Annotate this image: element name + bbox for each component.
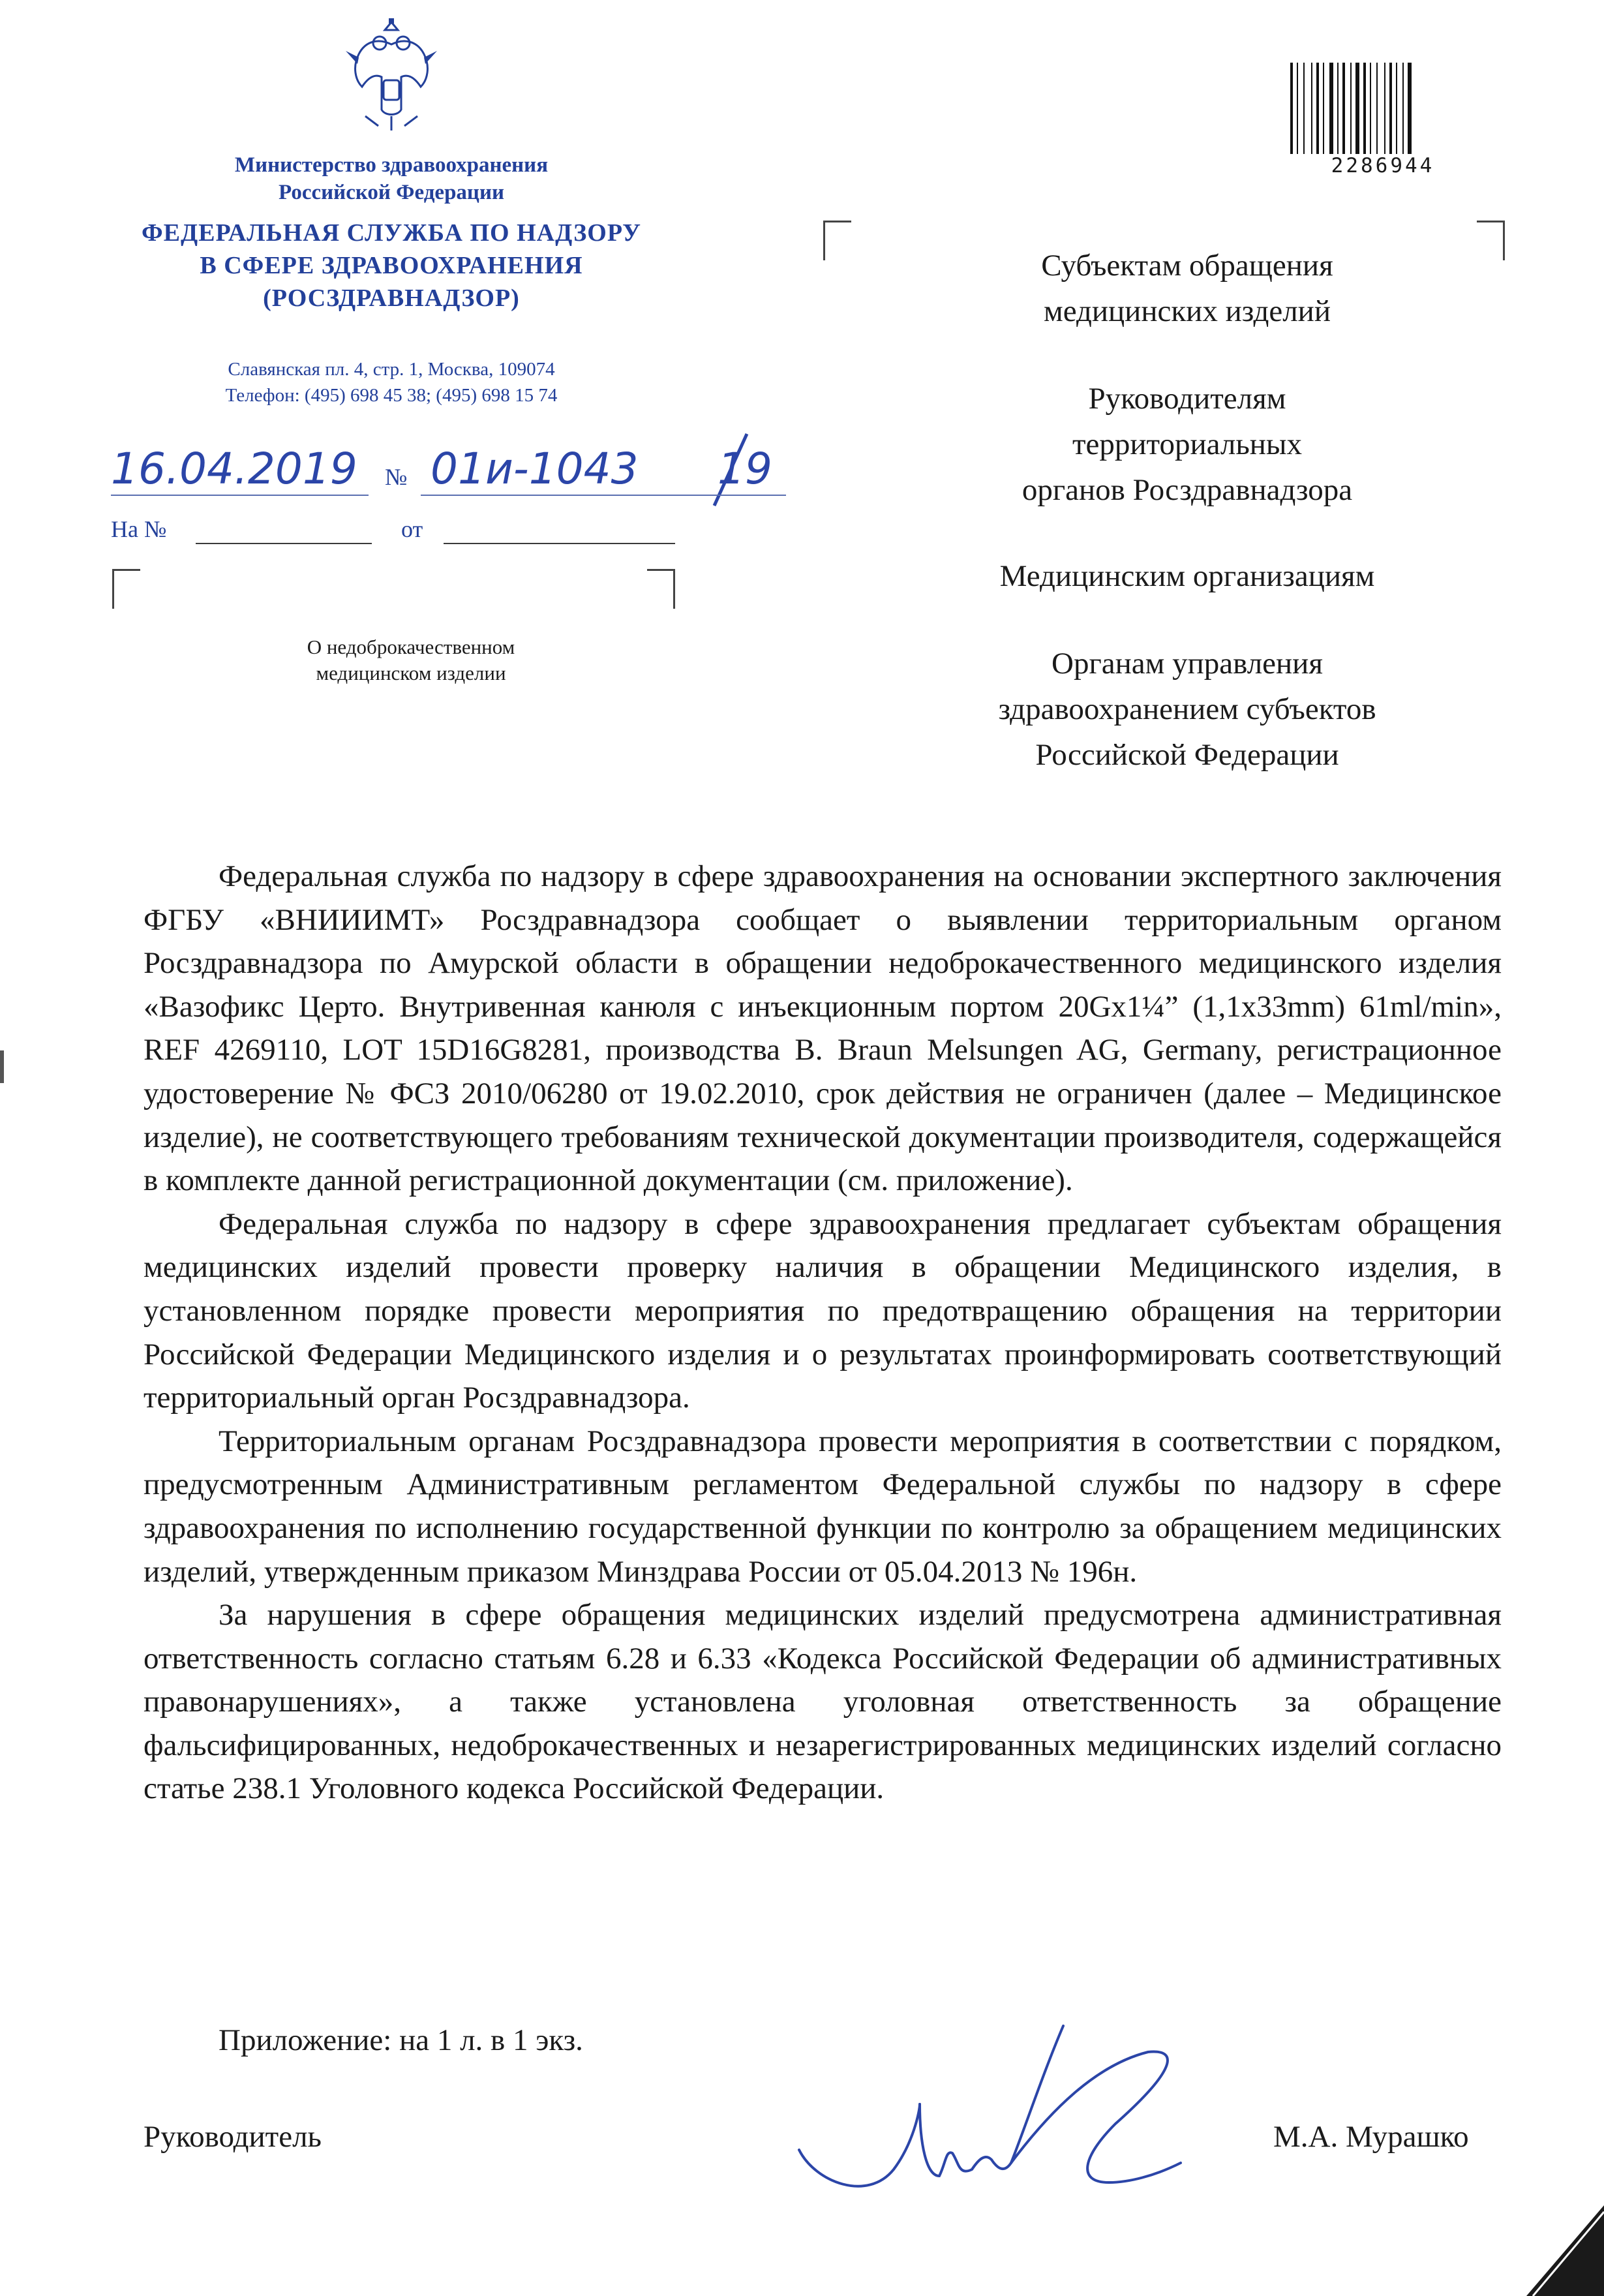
addressee-block: Органам управления здравоохранением субъектов Российской Федерации — [998, 647, 1376, 772]
corner-mark — [823, 221, 851, 260]
signatory-title: Руководитель — [144, 2120, 322, 2154]
barcode-bar — [1376, 63, 1378, 154]
barcode-bar — [1342, 63, 1345, 154]
handwritten-number: 01и-1043 — [431, 444, 639, 494]
barcode-bar — [1355, 63, 1359, 154]
folded-page-corner — [1526, 2205, 1604, 2296]
barcode-bar — [1329, 63, 1333, 154]
barcode-bar — [1408, 63, 1412, 154]
date-underline — [111, 495, 369, 496]
barcode — [1286, 63, 1482, 154]
sender-address: Славянская пл. 4, стр. 1, Москва, 109074 Телефон: (495) 698 45 38; (495) 698 15 74 — [225, 359, 558, 406]
barcode-bar — [1297, 63, 1298, 154]
service-name: ФЕДЕРАЛЬНАЯ СЛУЖБА ПО НАДЗОРУ В СФЕРЕ ЗДРАВООХРАНЕНИЯ (РОСЗДРАВНАДЗОР) — [142, 219, 641, 312]
reference-date-label: от — [401, 516, 423, 542]
barcode-bar — [1370, 63, 1371, 154]
number-underline — [421, 495, 786, 496]
paragraph: Федеральная служба по надзору в сфере здравоохранения на основании экспертного заключения ФГБУ «ВНИИИМТ» Росздравнадзора сообщает о выявлении территориальным органом Росздравнадзора по Амурской области в обращении недоброкачественного медицинского изделия «Вазофикс Церто. Внутривенная канюля с инъекционным портом 20Gx1¼” (1,1x33mm) 61ml/min», REF 4269110, LOT 15D16G8281, производства B. Braun Melsungen AG, Germany, регистрационное удостоверение № ФСЗ 2010/06280 от 19.02.2010, срок действия не ограничен (далее – Медицинское изделие), не соответствующего требованиям технической документации производителя, содержащейся в комплекте данной регистрационной документации (см. приложение). — [144, 859, 1502, 1198]
reference-date-blank — [444, 543, 675, 544]
barcode-number: 2286944 — [1331, 154, 1435, 177]
scan-mark — [0, 1050, 4, 1083]
paragraph: Территориальным органам Росздравнадзора провести мероприятия в соответствии с порядком, предусмотренным Административным регламентом Федеральной службы по надзору в сфере здравоохранения по исполнению государственной функции по контролю за обращением медицинских изделий, утвержденным приказом Минздрава России от 05.04.2013 № 196н. — [144, 1424, 1502, 1589]
corner-mark — [1477, 221, 1505, 260]
paragraph: За нарушения в сфере обращения медицинских изделий предусмотрена административная ответственность согласно статьям 6.28 и 6.33 «Кодекса Российской Федерации об административных правонарушениях», а также установлена уголовная ответственность за обращение фальсифицированных, недоброкачественных и незарегистрированных медицинских изделий согласно статье 238.1 Уголовного кодекса Российской Федерации. — [144, 1598, 1502, 1806]
annex-note: Приложение: на 1 л. в 1 экз. — [219, 2023, 583, 2057]
reference-number-blank — [196, 543, 372, 544]
barcode-bar — [1303, 63, 1305, 154]
letter-subject: О недоброкачественном медицинском изделии — [307, 635, 515, 684]
signature-image — [789, 2013, 1246, 2222]
paragraph: Федеральная служба по надзору в сфере здравоохранения предлагает субъектам обращения медицинских изделий провести проверку наличия в обращении Медицинского изделия, в установленном порядке провести мероприятия по предотвращению обращения на территории Российской Федерации Медицинского изделия и о результатах проинформировать соответствующий территориальный орган Росздравнадзора. — [144, 1206, 1502, 1415]
barcode-bar — [1363, 63, 1366, 154]
barcode-bar — [1323, 63, 1324, 154]
barcode-bar — [1290, 63, 1293, 154]
barcode-bar — [1350, 63, 1352, 154]
letter-body — [144, 855, 1502, 1811]
barcode-bar — [1316, 63, 1319, 154]
handwritten-number-suffix: 19 — [718, 444, 772, 494]
handwritten-date: 16.04.2019 — [111, 444, 357, 494]
barcode-bar — [1396, 63, 1397, 154]
barcode-bar — [1384, 63, 1385, 154]
ministry-name: Министерство здравоохранения Российской Федерации — [234, 153, 549, 204]
barcode-bar — [1337, 63, 1339, 154]
barcode-bar — [1402, 63, 1404, 154]
number-label: № — [385, 464, 408, 490]
barcode-bar — [1311, 63, 1312, 154]
corner-mark — [112, 569, 140, 609]
addressee-block: Медицинским организациям — [999, 559, 1375, 593]
addressee-block: Руководителям территориальных органов Росздравнадзора — [1021, 382, 1353, 507]
addressee-block: Субъектам обращения медицинских изделий — [1041, 249, 1333, 328]
coat-of-arms-icon — [339, 18, 444, 136]
corner-mark — [647, 569, 675, 609]
reference-number-label: На № — [111, 516, 167, 542]
signatory-name: М.А. Мурашко — [1273, 2120, 1469, 2154]
registration-line — [111, 444, 802, 496]
barcode-bar — [1389, 63, 1392, 154]
